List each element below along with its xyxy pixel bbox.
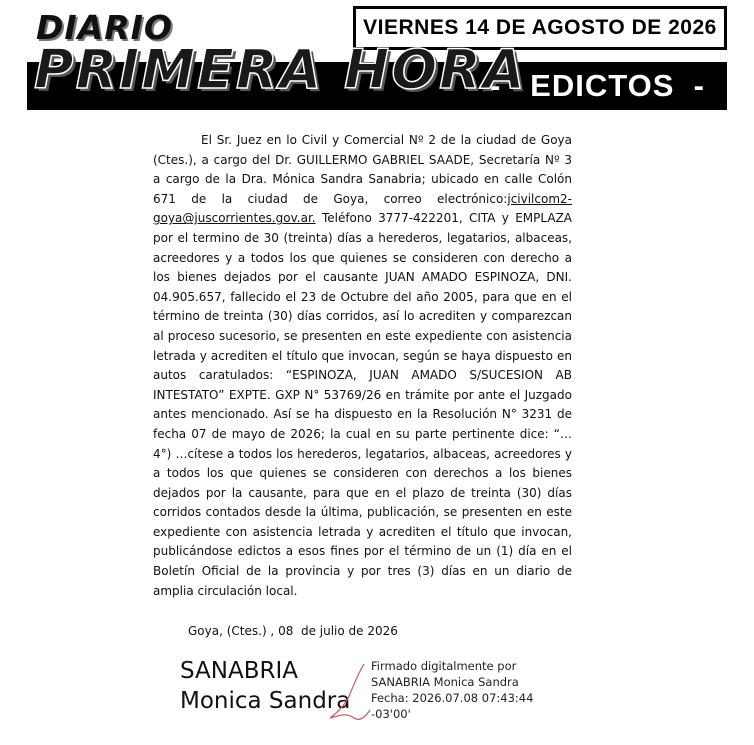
issue-date: VIERNES 14 DE AGOSTO DE 2026	[353, 6, 727, 50]
edict-body	[153, 131, 572, 601]
signature-caption: Firmado digitalmente por	[371, 659, 517, 673]
masthead	[0, 0, 754, 112]
handwritten-signature	[324, 660, 374, 724]
brand-logo: PRIMERA HORA	[34, 38, 527, 101]
signature-date: Fecha: 2026.07.08 07:43:44	[371, 691, 534, 705]
edict-text-part-1: El Sr. Juez en lo Civil y Comercial Nº 2 de la ciudad de Goya (Ctes.), a cargo del Dr. GUILLERMO GABRIEL SAADE, Secretaría Nº 3 a cargo de la Dra. Mónica Sandra Sanabria; ubicado en calle Colón 671 de la ciudad de Goya, correo electrónico:	[153, 133, 572, 206]
brand-top: DIARIO	[36, 8, 173, 47]
signature-signer: SANABRIA Monica Sandra	[371, 675, 519, 689]
signature-metadata	[371, 658, 533, 722]
signature-timezone: -03'00'	[371, 707, 411, 721]
signer-given-names: Monica Sandra	[180, 688, 351, 714]
section-title: - EDICTOS -	[490, 68, 705, 103]
edict-text-part-2: Teléfono 3777-422201, CITA y EMPLAZA por el termino de 30 (treinta) días a herederos, legatarios, albaceas, acreedores y a todos los que quienes se consideren con derecho a los bienes dejados por el causante JUAN AMADO ESPINOZA, DNI. 04.905.657, fallecido el 23 de Octubre del año 2005, para que en el término de treinta (30) días corridos, así lo acrediten y comparezcan al proceso sucesorio, se presenten en este expediente con asistencia letrada y acrediten el título que invocan, según se haya dispuesto en autos caratulados: “ESPINOZA, JUAN AMADO S/SUCESION AB INTESTATO” EXPTE. GXP N° 53769/26 en trámite por ante el Juzgado antes mencionado. Así se ha dispuesto en la Resolución N° 3231 de fecha 07 de mayo de 2026; la cual en su parte pertinente dice: “…4°) …cítese a todos los herederos, legatarios, albaceas, acreedores y a todos los que quienes se consideren con derechos a los bienes dejados por la causante, para que en el plazo de treinta (30) días corridos contados desde la última, publicación, se presenten en este expediente con asistencia letrada y acrediten el título que invocan, publicándose edictos a esos fines por el término de un (1) día en el Boletín Oficial de la provincia y por tres (3) días en un diario de amplia circulación local.	[153, 211, 572, 598]
court-email-link[interactable]: jcivilcom2-goya@juscorrientes.gov.ar.	[153, 191, 572, 226]
signer-surname: SANABRIA	[180, 658, 298, 684]
place-and-date: Goya, (Ctes.) , 08 de julio de 2026	[188, 624, 398, 638]
